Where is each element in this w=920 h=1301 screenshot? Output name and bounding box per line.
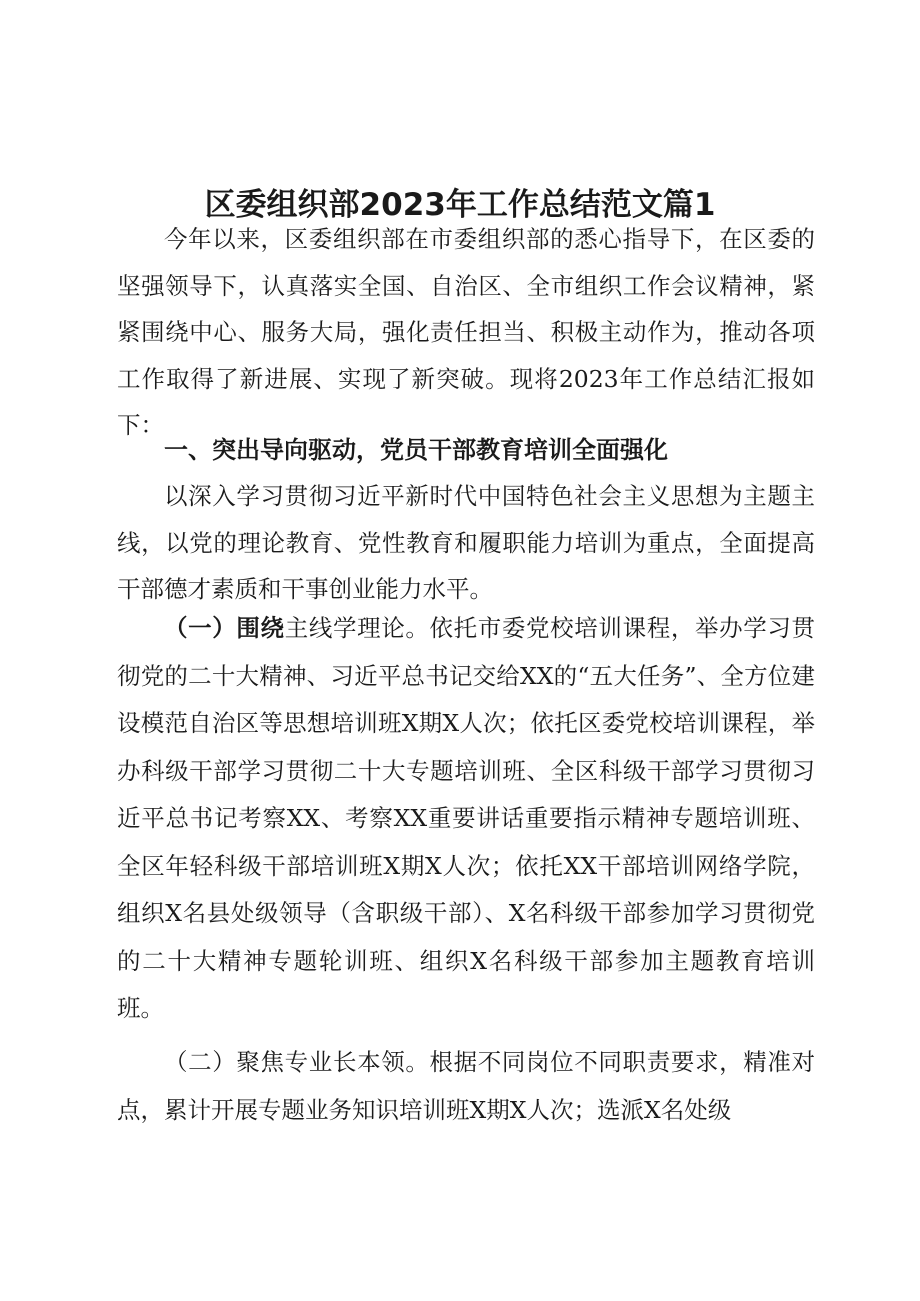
item1-label: （一）围绕	[164, 614, 285, 642]
intro-paragraph: 今年以来，区委组织部在市委组织部的悉心指导下，在区委的坚强领导下，认真落实全国、自治区、全市组织工作会议精神，紧紧围绕中心、服务大局，强化责任担当、积极主动作为，推动各项工作取得了新进展、实现了新突破。现将2023年工作总结汇报如下：	[117, 225, 815, 439]
item1-paragraph	[117, 605, 815, 1033]
section-heading: 一、突出导向驱动，党员干部教育培训全面强化	[164, 436, 668, 464]
section-lead-paragraph: 以深入学习贯彻习近平新时代中国特色社会主义思想为主题主线，以党的理论教育、党性教育和履职能力培训为重点，全面提高干部德才素质和干事创业能力水平。	[117, 482, 815, 603]
document-title: 区委组织部2023年工作总结范文篇1	[204, 186, 716, 223]
item2-paragraph: （二）聚焦专业长本领。根据不同岗位不同职责要求，精准对点，累计开展专题业务知识培训班X期X人次；选派X名处级	[117, 1048, 815, 1124]
item1-text: 主线学理论。依托市委党校培训课程，举办学习贯彻党的二十大精神、习近平总书记交给XX的“五大任务”、全方位建设模范自治区等思想培训班X期X人次；依托区委党校培训课程，举办科级干部学习贯彻二十大专题培训班、全区科级干部学习贯彻习近平总书记考察XX、考察XX重要讲话重要指示精神专题培训班、全区年轻科级干部培训班X期X人次；依托XX干部培训网络学院，组织X名县处级领导（含职级干部）、X名科级干部参加学习贯彻党的二十大精神专题轮训班、组织X名科级干部参加主题教育培训班。	[117, 614, 816, 1022]
